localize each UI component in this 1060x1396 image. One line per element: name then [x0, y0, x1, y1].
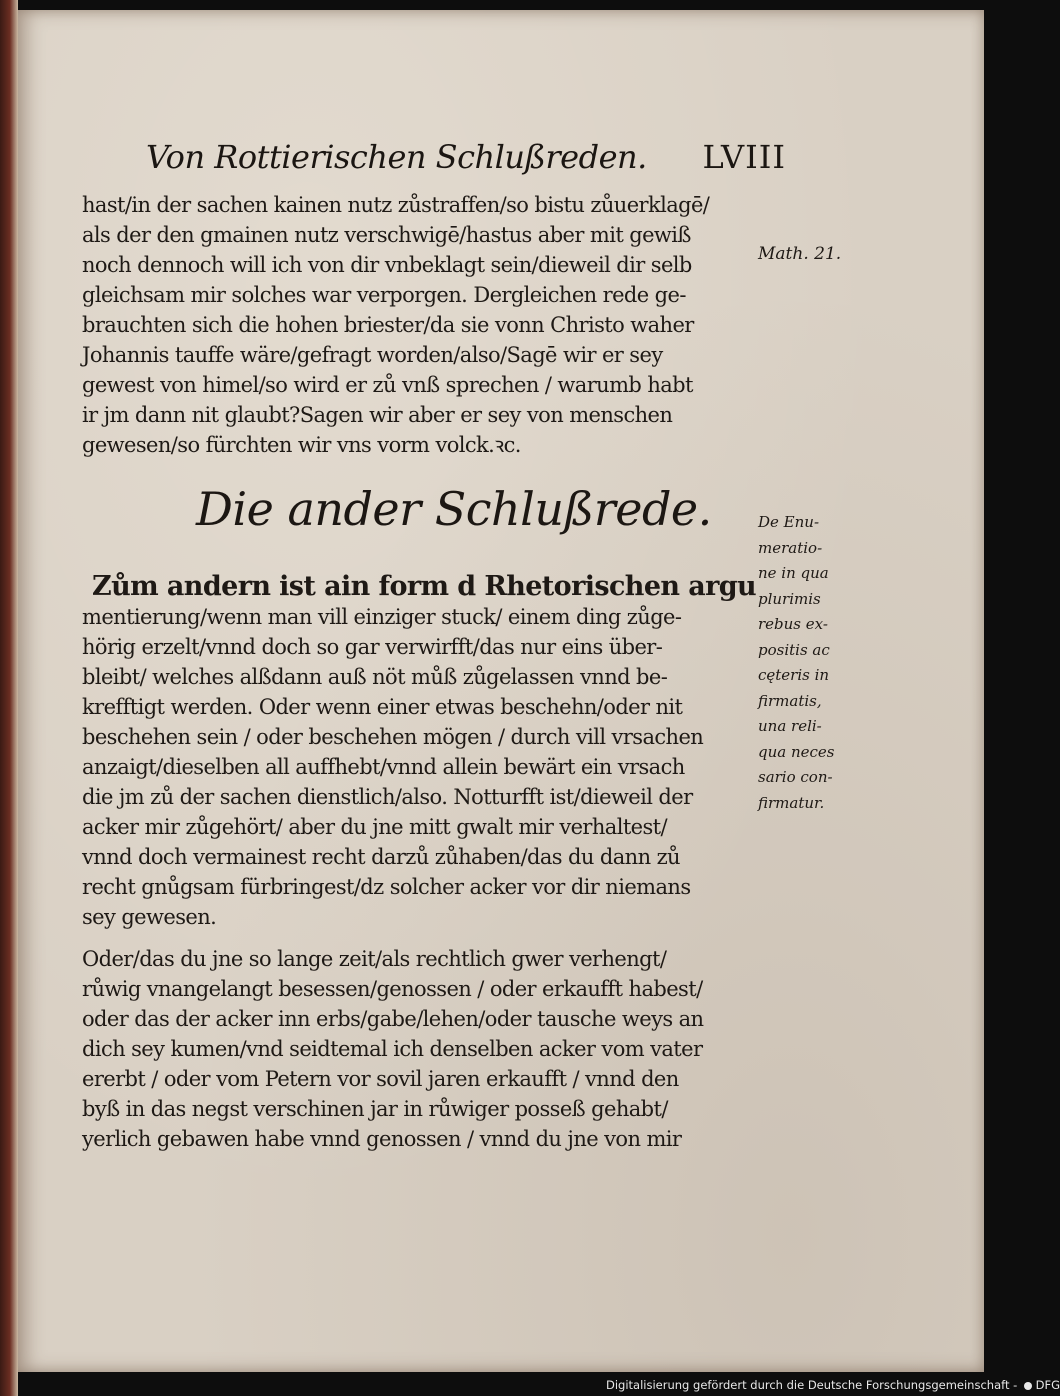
text-line: byß in das negst verschinen jar in růwiger posseß gehabt/	[82, 1097, 668, 1121]
text-line: yerlich gebawen habe vnnd genossen / vnnd du jne von mir	[82, 1127, 682, 1151]
book-page	[18, 10, 984, 1372]
text-line: ir jm dann nit glaubt?Sagen wir aber er sey von menschen	[82, 403, 673, 427]
text-line: mentierung/wenn man vill einziger stuck/ einem ding zůge-	[82, 605, 682, 629]
dfg-logo-icon	[1024, 1382, 1032, 1390]
text-line: Johannis tauffe wäre/gefragt worden/also/Sagē wir er sey	[82, 343, 663, 367]
text-line: acker mir zůgehört/ aber du jne mitt gwalt mir verhaltest/	[82, 815, 667, 839]
text-line: Oder/das du jne so lange zeit/als rechtlich gwer verhengt/	[82, 947, 667, 971]
text-line: Zům andern ist ain form d Rhetorischen argu	[92, 571, 757, 602]
digitization-credit	[606, 1378, 1060, 1396]
text-line: krefftigt werden. Oder wenn einer etwas beschehn/oder nit	[82, 695, 683, 719]
margin-note-line: una reli-	[758, 717, 822, 735]
margin-note-line: qua neces	[758, 742, 835, 761]
text-line: anzaigt/dieselben all auffhebt/vnnd allein bewärt ein vrsach	[82, 755, 685, 779]
text-line: oder das der acker inn erbs/gabe/lehen/oder tausche weys an	[82, 1007, 704, 1031]
text-line: ererbt / oder vom Petern vor sovil jaren erkaufft / vnnd den	[82, 1067, 679, 1091]
margin-note-line: ne in qua	[758, 564, 829, 582]
text-line: als der den gmainen nutz verschwigē/hastus aber mit gewiß	[82, 223, 691, 247]
margin-note-line: cęteris in	[758, 666, 830, 684]
text-line: gleichsam mir solches war verporgen. Dergleichen rede ge-	[82, 283, 686, 307]
margin-note-line: firmatis,	[758, 691, 822, 710]
margin-note-line: positis ac	[758, 640, 830, 659]
margin-note-line: rebus ex-	[758, 615, 828, 633]
section-heading: Die ander Schlußrede.	[196, 482, 712, 536]
running-head	[146, 138, 786, 186]
margin-note-line: De Enu-	[758, 513, 820, 531]
book-binding-edge	[0, 0, 18, 1396]
folio-number: LVIII	[702, 138, 786, 176]
text-line: sey gewesen.	[82, 905, 217, 929]
dfg-logo-text: DFG	[1035, 1378, 1060, 1392]
text-line: dich sey kumen/vnd seidtemal ich denselben acker vom vater	[82, 1037, 703, 1061]
text-line: noch dennoch will ich von dir vnbeklagt sein/dieweil dir selb	[82, 253, 692, 277]
margin-note-line: firmatur.	[758, 793, 825, 812]
margin-note-line: meratio-	[758, 538, 823, 557]
text-line: die jm zů der sachen dienstlich/also. Notturfft ist/dieweil der	[82, 785, 693, 809]
text-line: bleibt/ welches alßdann auß nöt můß zůgelassen vnnd be-	[82, 665, 668, 689]
text-line: růwig vnangelangt besessen/genossen / oder erkaufft habest/	[82, 977, 703, 1001]
margin-note-math: Math. 21.	[758, 244, 842, 264]
text-line: vnnd doch vermainest recht darzů zůhaben/das du dann zů	[82, 845, 680, 869]
text-line: gewesen/so fürchten wir vns vorm volck.ꝛc.	[82, 433, 521, 457]
footer-text: Digitalisierung gefördert durch die Deutsche Forschungsgemeinschaft -	[606, 1378, 1018, 1392]
text-line: recht gnůgsam fürbringest/dz solcher acker vor dir niemans	[82, 875, 691, 899]
margin-note-enumeratio	[758, 510, 868, 816]
text-line: brauchten sich die hohen briester/da sie vonn Christo waher	[82, 313, 694, 337]
text-line: gewest von himel/so wird er zů vnß sprechen / warumb habt	[82, 373, 693, 397]
text-line: beschehen sein / oder beschehen mögen / durch vill vrsachen	[82, 725, 704, 749]
text-line: hast/in der sachen kainen nutz zůstraffen/so bistu zůuerklagē/	[82, 193, 710, 217]
text-line: hörig erzelt/vnnd doch so gar verwirfft/das nur eins über-	[82, 635, 663, 659]
margin-note-line: plurimis	[758, 589, 821, 608]
running-head-title: Von Rottierischen Schlußreden.	[146, 138, 647, 176]
margin-note-line: sario con-	[758, 768, 833, 786]
